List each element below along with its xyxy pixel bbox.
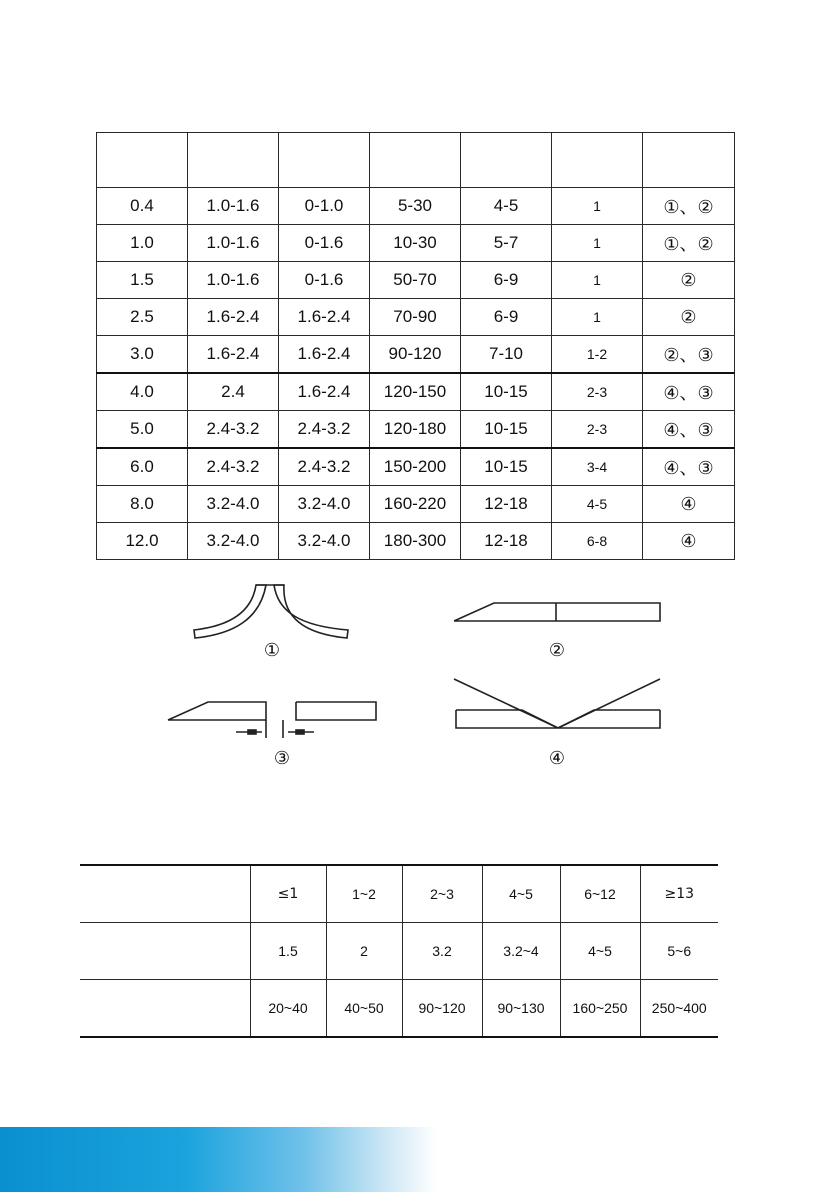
table-cell: ②、③ — [643, 336, 735, 374]
table-row — [97, 523, 735, 560]
table-cell: 3.2-4.0 — [188, 523, 279, 560]
header-cell — [552, 133, 643, 188]
header-cell — [279, 133, 370, 188]
footer-gradient-bar — [0, 1127, 840, 1192]
table-cell: 12-18 — [461, 523, 552, 560]
table-cell: 1 — [552, 299, 643, 336]
table-cell: ①、② — [643, 188, 735, 225]
table-cell: 2.4-3.2 — [279, 411, 370, 449]
table-cell: ④ — [643, 486, 735, 523]
diagram-label-2: ② — [548, 640, 566, 661]
table-row — [97, 299, 735, 336]
table-cell: 1.5 — [97, 262, 188, 299]
table-cell: 50-70 — [370, 262, 461, 299]
table-cell: 2.4-3.2 — [188, 448, 279, 486]
table-cell: 1~2 — [326, 865, 402, 923]
table-row — [97, 486, 735, 523]
header-cell — [97, 133, 188, 188]
table-cell: ≤1 — [250, 865, 326, 923]
table-cell: 4~5 — [560, 923, 640, 980]
table-cell: 150-200 — [370, 448, 461, 486]
table-cell: 0-1.6 — [279, 262, 370, 299]
header-cell — [461, 133, 552, 188]
diagram-label-4: ④ — [548, 748, 566, 769]
table-cell: 1-2 — [552, 336, 643, 374]
table-cell: 180-300 — [370, 523, 461, 560]
table-cell: 10-15 — [461, 448, 552, 486]
thickness-parameters-table — [80, 864, 718, 1038]
table-cell: 1.6-2.4 — [279, 336, 370, 374]
table-row — [97, 262, 735, 299]
table-cell: 3.0 — [97, 336, 188, 374]
table-cell: 20~40 — [250, 980, 326, 1038]
welding-parameters-table — [96, 132, 735, 560]
table-cell: ≥13 — [640, 865, 718, 923]
table-cell: 1 — [552, 225, 643, 262]
table-cell: ② — [643, 262, 735, 299]
table-cell: 5~6 — [640, 923, 718, 980]
joint-diagram-flanged — [190, 582, 360, 642]
table-cell: 2-3 — [552, 411, 643, 449]
header-cell — [188, 133, 279, 188]
table-cell: 1.6-2.4 — [279, 299, 370, 336]
table-cell: 1 — [552, 262, 643, 299]
table-cell: 160-220 — [370, 486, 461, 523]
table-cell: 6-9 — [461, 299, 552, 336]
joint-diagram-butt — [452, 600, 664, 624]
table-cell: 12.0 — [97, 523, 188, 560]
table-row — [97, 188, 735, 225]
table-cell: 120-180 — [370, 411, 461, 449]
table-cell: 1.0 — [97, 225, 188, 262]
header-cell — [643, 133, 735, 188]
table-row — [97, 411, 735, 449]
table-cell: 0.4 — [97, 188, 188, 225]
diagram-label-1: ① — [263, 640, 281, 661]
table-cell: 6-8 — [552, 523, 643, 560]
table-cell: ④、③ — [643, 448, 735, 486]
table-cell: 2-3 — [552, 373, 643, 411]
table-cell: 1.6-2.4 — [279, 373, 370, 411]
table-cell: 2 — [326, 923, 402, 980]
header-cell — [370, 133, 461, 188]
table-cell: 90~120 — [402, 980, 482, 1038]
table-cell: 3.2 — [402, 923, 482, 980]
table-cell: 4~5 — [482, 865, 560, 923]
table-cell: 12-18 — [461, 486, 552, 523]
table-cell: 1.6-2.4 — [188, 299, 279, 336]
table-cell: 70-90 — [370, 299, 461, 336]
table-row — [80, 980, 718, 1038]
table-cell: 10-15 — [461, 411, 552, 449]
table-cell: 3.2-4.0 — [279, 486, 370, 523]
table-cell: 2~3 — [402, 865, 482, 923]
table-cell: 4.0 — [97, 373, 188, 411]
table-cell: 0-1.0 — [279, 188, 370, 225]
table-cell: ④、③ — [643, 373, 735, 411]
table-cell: 90-120 — [370, 336, 461, 374]
table-cell: 7-10 — [461, 336, 552, 374]
table-cell: 5-7 — [461, 225, 552, 262]
table-cell: 3.2~4 — [482, 923, 560, 980]
table-cell: 4-5 — [461, 188, 552, 225]
table-cell: 6~12 — [560, 865, 640, 923]
table-cell: 5.0 — [97, 411, 188, 449]
table-cell: 3-4 — [552, 448, 643, 486]
table-cell: 8.0 — [97, 486, 188, 523]
table-cell: 2.5 — [97, 299, 188, 336]
table-row — [97, 448, 735, 486]
table-row — [80, 865, 718, 923]
joint-diagram-gap — [166, 698, 380, 740]
diagram-label-3: ③ — [273, 748, 291, 769]
table-cell: 1.0-1.6 — [188, 262, 279, 299]
table-cell: 40~50 — [326, 980, 402, 1038]
joint-diagram-v-groove — [452, 676, 664, 732]
table-cell: ①、② — [643, 225, 735, 262]
row-label-cell — [80, 865, 250, 923]
row-label-cell — [80, 923, 250, 980]
table-cell: 90~130 — [482, 980, 560, 1038]
table-row — [97, 336, 735, 374]
table-header-row — [97, 133, 735, 188]
table-cell: 0-1.6 — [279, 225, 370, 262]
table-cell: 250~400 — [640, 980, 718, 1038]
table-cell: 2.4-3.2 — [188, 411, 279, 449]
table-cell: 10-30 — [370, 225, 461, 262]
table-cell: 1 — [552, 188, 643, 225]
table-cell: ② — [643, 299, 735, 336]
table-row — [97, 373, 735, 411]
table-cell: 2.4 — [188, 373, 279, 411]
table-cell: 4-5 — [552, 486, 643, 523]
table-cell: 6.0 — [97, 448, 188, 486]
row-label-cell — [80, 980, 250, 1038]
table-cell: 120-150 — [370, 373, 461, 411]
table-cell: 3.2-4.0 — [188, 486, 279, 523]
table-cell: ④、③ — [643, 411, 735, 449]
table-cell: ④ — [643, 523, 735, 560]
table-row — [97, 225, 735, 262]
table-cell: 10-15 — [461, 373, 552, 411]
table-cell: 3.2-4.0 — [279, 523, 370, 560]
table-cell: 1.6-2.4 — [188, 336, 279, 374]
table-cell: 2.4-3.2 — [279, 448, 370, 486]
table-row — [80, 923, 718, 980]
table-cell: 6-9 — [461, 262, 552, 299]
table-cell: 1.0-1.6 — [188, 188, 279, 225]
table-cell: 1.5 — [250, 923, 326, 980]
table-cell: 1.0-1.6 — [188, 225, 279, 262]
table-cell: 5-30 — [370, 188, 461, 225]
table-cell: 160~250 — [560, 980, 640, 1038]
